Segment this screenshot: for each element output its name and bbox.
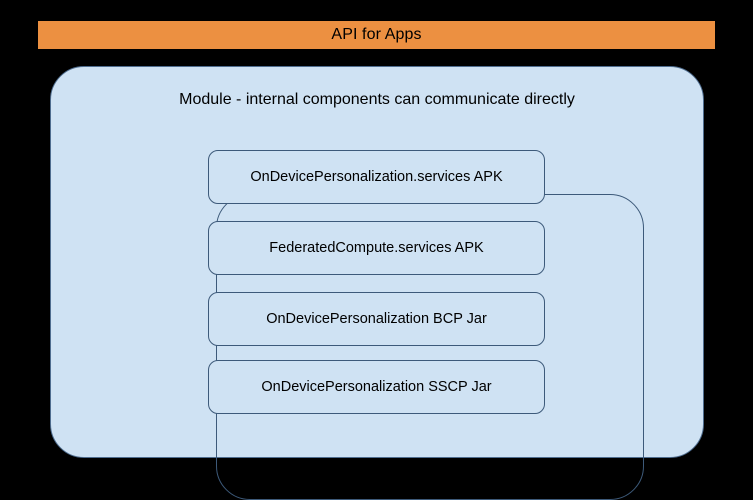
module-title: Module - internal components can communicate directly — [179, 91, 575, 108]
api-for-apps-label: API for Apps — [331, 26, 422, 43]
component-box-ondevicepersonalization-bcp-jar — [208, 292, 545, 346]
component-label: FederatedCompute.services APK — [269, 240, 484, 256]
component-label: OnDevicePersonalization SSCP Jar — [261, 379, 492, 395]
component-box-federatedcompute-services-apk — [208, 221, 545, 275]
component-label: OnDevicePersonalization BCP Jar — [266, 311, 487, 327]
component-box-ondevicepersonalization-services-apk — [208, 150, 545, 204]
component-label: OnDevicePersonalization.services APK — [250, 169, 503, 185]
api-for-apps-banner — [38, 21, 715, 49]
component-box-ondevicepersonalization-sscp-jar — [208, 360, 545, 414]
